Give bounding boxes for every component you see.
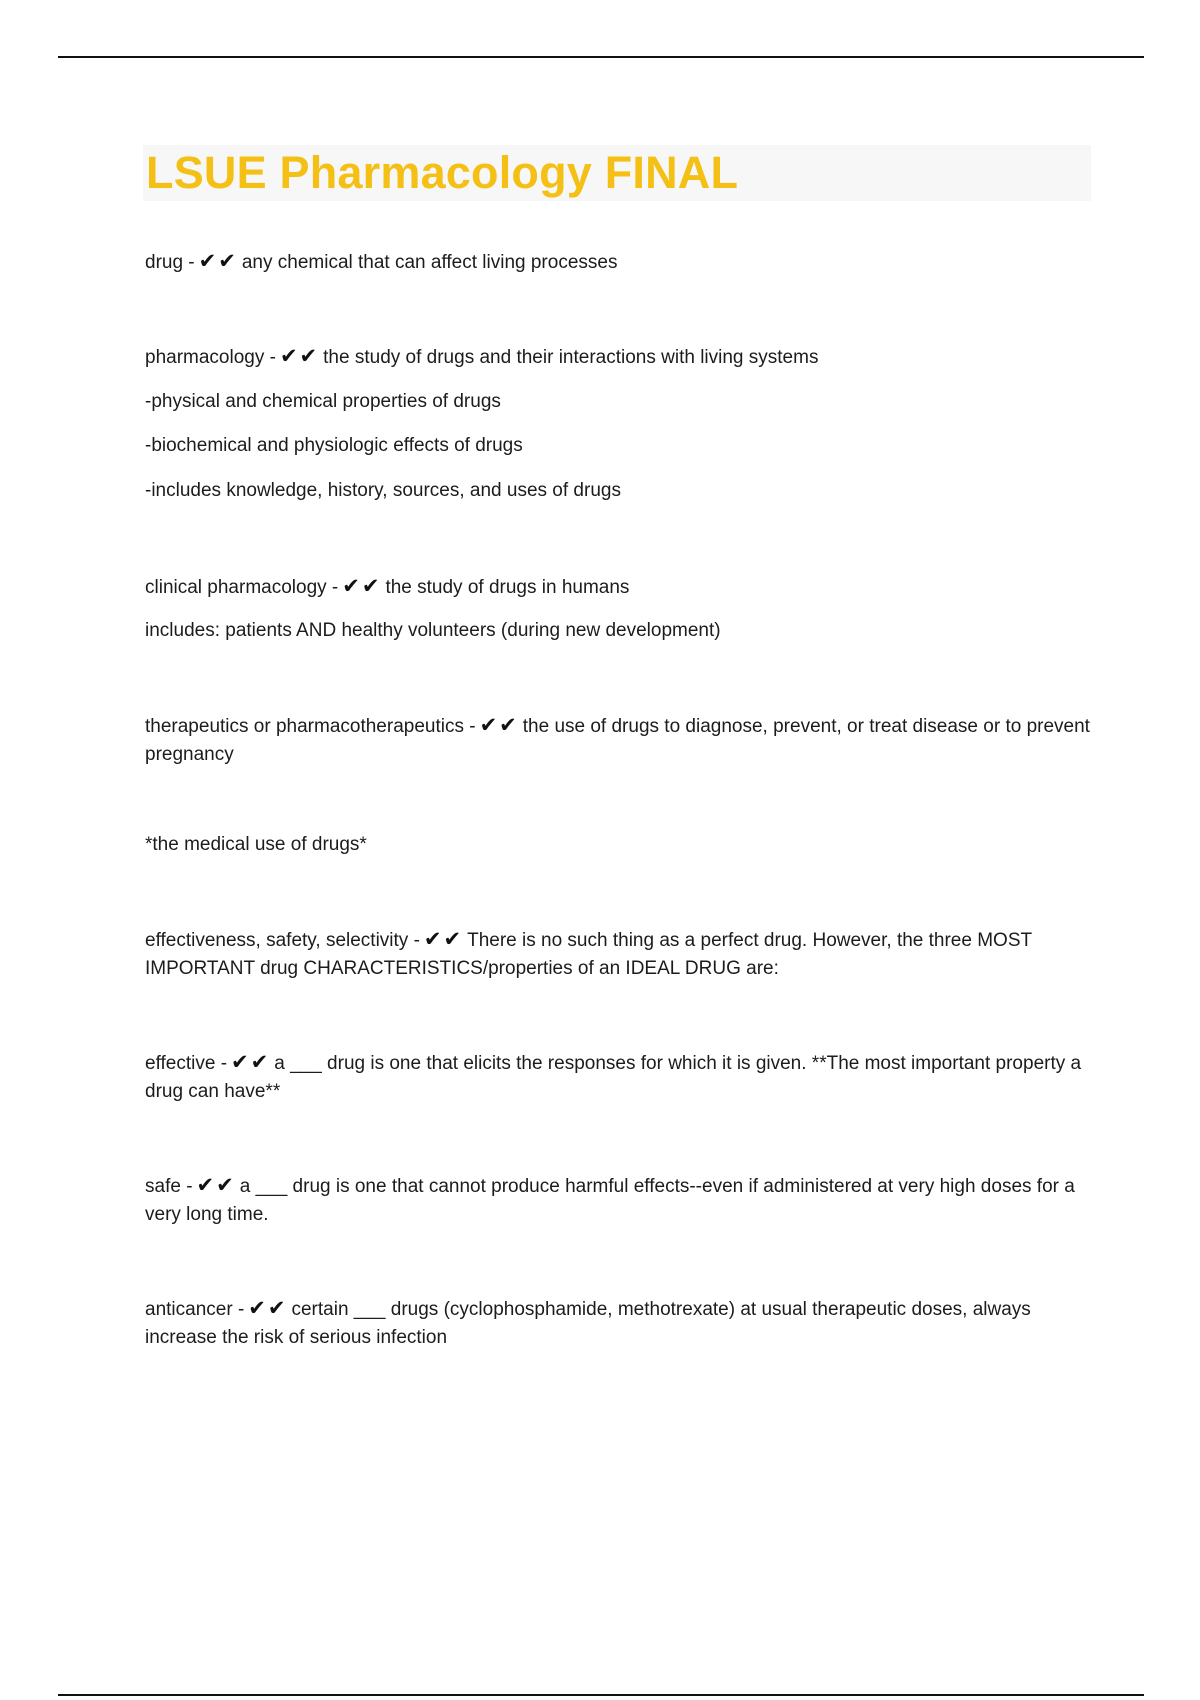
entry-definition: the study of drugs and their interactions with living systems bbox=[323, 347, 819, 368]
header-rule bbox=[58, 56, 1144, 58]
entry-term: effective - bbox=[145, 1053, 228, 1074]
entry-term: pharmacology - bbox=[145, 347, 276, 368]
entry-definition: a ___ drug is one that elicits the responses for which it is given. **The most important property a drug can have** bbox=[145, 1053, 1082, 1102]
entry-term: clinical pharmacology - bbox=[145, 577, 339, 598]
entry-term: drug - bbox=[145, 252, 195, 273]
entry-note: includes: patients AND healthy volunteers (during new development) bbox=[145, 620, 721, 641]
double-check-icon: ✔✔ bbox=[248, 1296, 288, 1320]
document-title: LSUE Pharmacology FINAL bbox=[146, 147, 739, 198]
entry-definition: a ___ drug is one that cannot produce harmful effects--even if administered at very high doses for a very long time. bbox=[145, 1176, 1075, 1225]
entry-pharmacology bbox=[145, 342, 1105, 372]
entry-term: effectiveness, safety, selectivity - bbox=[145, 930, 420, 951]
footer-rule bbox=[58, 1694, 1144, 1696]
double-check-icon: ✔✔ bbox=[479, 713, 519, 737]
entry-therapeutics bbox=[145, 711, 1105, 769]
entry-note: -physical and chemical properties of drugs bbox=[145, 391, 501, 412]
entry-definition: certain ___ drugs (cyclophosphamide, methotrexate) at usual therapeutic doses, always increase the risk of serious infection bbox=[145, 1299, 1031, 1348]
double-check-icon: ✔✔ bbox=[196, 1173, 236, 1197]
entry-term: safe - bbox=[145, 1176, 193, 1197]
entry-definition: any chemical that can affect living processes bbox=[241, 252, 618, 273]
double-check-icon: ✔✔ bbox=[198, 249, 238, 273]
entry-drug bbox=[145, 247, 1105, 277]
entry-note: -includes knowledge, history, sources, and uses of drugs bbox=[145, 480, 621, 501]
double-check-icon: ✔✔ bbox=[423, 927, 464, 951]
entry-definition: There is no such thing as a perfect drug. However, the three MOST IMPORTANT drug CHARACTERISTICS/properties of an IDEAL DRUG are: bbox=[145, 930, 1032, 979]
entry-note: -biochemical and physiologic effects of drugs bbox=[145, 435, 523, 456]
double-check-icon: ✔✔ bbox=[342, 574, 382, 598]
entry-term: therapeutics or pharmacotherapeutics - bbox=[145, 716, 476, 737]
entry-safe bbox=[145, 1171, 1105, 1229]
entry-anticancer bbox=[145, 1294, 1105, 1352]
double-check-icon: ✔✔ bbox=[231, 1050, 271, 1074]
entry-note: *the medical use of drugs* bbox=[145, 834, 367, 855]
entry-definition: the study of drugs in humans bbox=[385, 577, 630, 598]
double-check-icon: ✔✔ bbox=[279, 344, 320, 368]
entry-definition: the use of drugs to diagnose, prevent, or treat disease or to prevent pregnancy bbox=[145, 716, 1090, 765]
entry-clinical-pharmacology bbox=[145, 572, 1105, 602]
entry-ideal-drug-properties bbox=[145, 925, 1105, 983]
entry-term: anticancer - bbox=[145, 1299, 245, 1320]
entry-effective bbox=[145, 1048, 1105, 1106]
